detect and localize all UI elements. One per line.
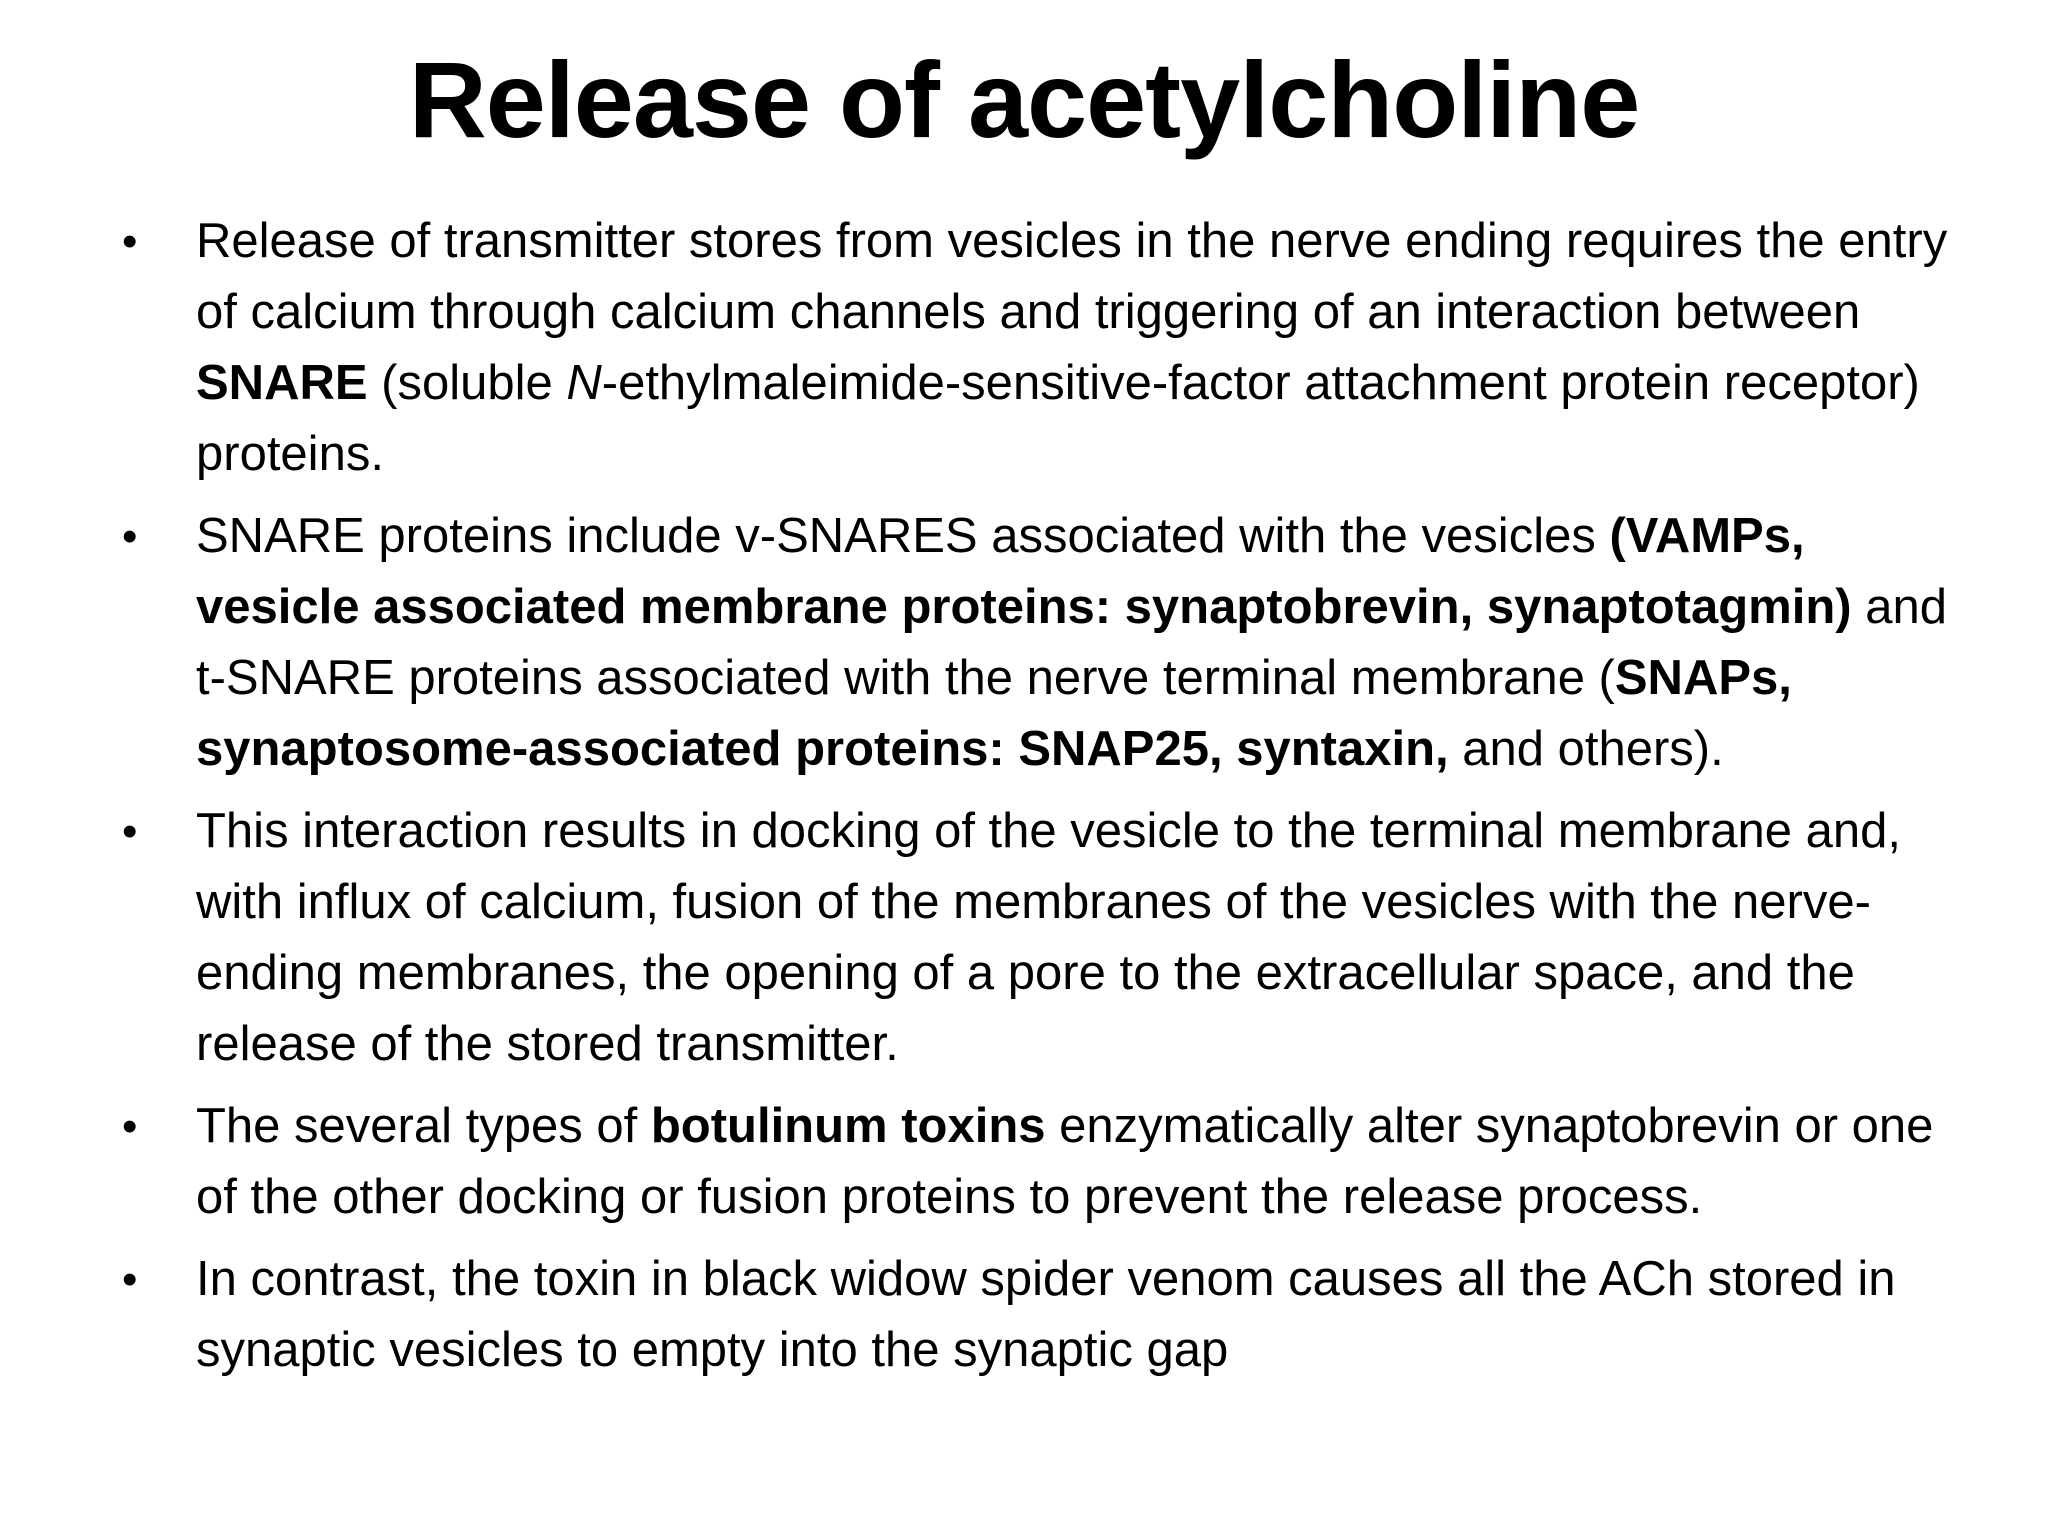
bullet-text: The several types of [196,1099,651,1153]
bullet-text: and others). [1448,722,1724,776]
bullet-text: This interaction results in docking of the vesicle to the terminal membrane and, with influx of calcium, fusion of the membranes of the vesicles with the nerve-ending membranes, the opening of a pore to the extracellular space, and the release of the stored transmitter. [196,804,1901,1071]
bold-term: SNAPs, synaptosome-associated proteins: SNAP25, syntaxin, [196,651,1792,776]
bullet-marker: • [122,1102,138,1151]
bullet-item [118,501,1948,785]
bullet-text: SNARE proteins include v-SNARES associated with the vesicles [196,509,1610,563]
bullet-text: (soluble [367,356,567,410]
bullet-marker: • [122,217,138,266]
bold-term: SNARE [196,356,368,410]
bullet-text: and t-SNARE proteins associated with the nerve terminal membrane ( [196,580,1947,705]
bullet-list [118,206,1948,1397]
bullet-item [118,796,1948,1080]
bullet-item [118,206,1948,490]
bullet-marker: • [122,512,138,561]
bold-term: (VAMPs, vesicle associated membrane proteins: synaptobrevin, synaptotagmin) [196,509,1852,634]
bold-term: botulinum toxins [650,1099,1046,1153]
bullet-item [118,1091,1948,1233]
slide-title: Release of acetylcholine [408,39,1640,160]
bullet-item [118,1244,1948,1386]
bullet-text: enzymatically alter synaptobrevin or one of the other docking or fusion proteins to prevent the release process. [196,1099,1934,1224]
bullet-marker: • [122,1255,138,1304]
bullet-text: Release of transmitter stores from vesicles in the nerve ending requires the entry of calcium through calcium channels and triggering of an interaction between [196,214,1948,339]
bullet-text: In contrast, the toxin in black widow spider venom causes all the ACh stored in synaptic vesicles to empty into the synaptic gap [196,1252,1896,1377]
bullet-marker: • [122,807,138,856]
bullet-text: -ethylmaleimide-sensitive-factor attachment protein receptor) proteins. [196,356,1920,481]
italic-term: N [566,356,602,410]
